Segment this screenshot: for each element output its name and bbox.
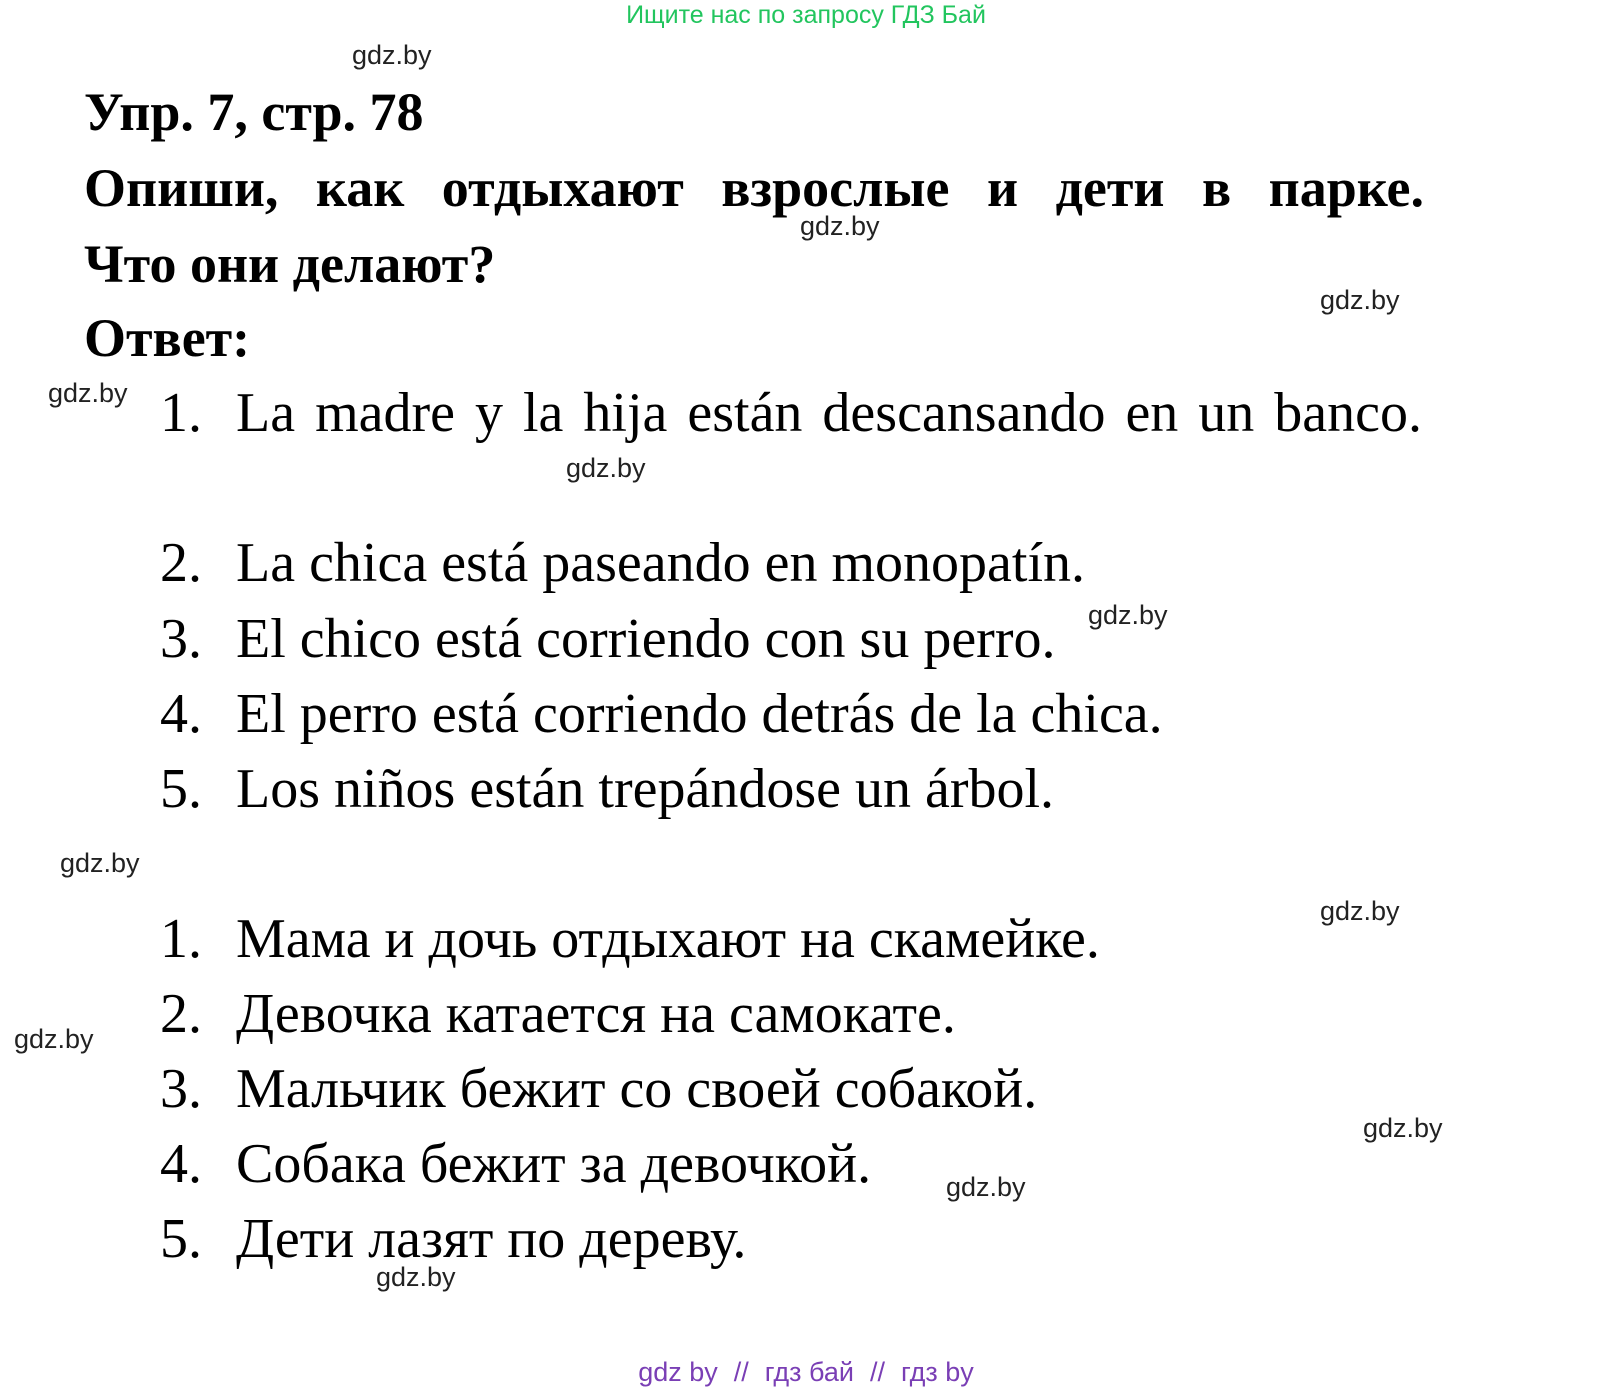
item-text: Собака бежит за девочкой. — [236, 1133, 872, 1195]
footer-separator: // — [733, 1357, 749, 1387]
item-text: La chica está paseando en monopatín. — [236, 532, 1085, 594]
item-number: 1. — [160, 382, 202, 444]
task-text-line2: Что они делают? — [84, 234, 496, 294]
item-number: 5. — [160, 758, 202, 820]
footer-watermark — [0, 1357, 1612, 1387]
item-text: Мальчик бежит со своей собакой. — [236, 1058, 1038, 1120]
item-number: 3. — [160, 608, 202, 670]
task-text-line1: Опиши, как отдыхают взрослые и дети в парке. — [84, 158, 1424, 218]
watermark: gdz.by — [1088, 600, 1168, 630]
watermark: gdz.by — [946, 1172, 1026, 1202]
item-number: 1. — [160, 908, 202, 970]
watermark: gdz.by — [60, 848, 140, 878]
item-text: La madre y la hija están descansando en un banco. — [236, 382, 1423, 444]
item-text: El chico está corriendo con su perro. — [236, 608, 1056, 670]
item-text: Девочка катается на самокате. — [236, 983, 956, 1045]
item-number: 3. — [160, 1058, 202, 1120]
footer-part: гдз бай — [764, 1357, 854, 1387]
item-text: El perro está corriendo detrás de la chica. — [236, 683, 1163, 745]
watermark: gdz.by — [1363, 1113, 1443, 1143]
answer-label: Ответ: — [84, 308, 251, 368]
watermark: gdz.by — [800, 211, 880, 241]
watermark: gdz.by — [48, 378, 128, 408]
item-number: 2. — [160, 532, 202, 594]
watermark: gdz.by — [566, 453, 646, 483]
footer-separator: // — [869, 1357, 885, 1387]
search-banner: Ищите нас по запросу ГДЗ Бай — [626, 1, 986, 29]
exercise-heading: Упр. 7, стр. 78 — [84, 82, 424, 142]
item-number: 4. — [160, 683, 202, 745]
watermark: gdz.by — [1320, 896, 1400, 926]
item-number: 4. — [160, 1133, 202, 1195]
footer-part: gdz by — [638, 1357, 718, 1387]
watermark: gdz.by — [352, 40, 432, 70]
footer-part: гдз by — [901, 1357, 974, 1387]
item-number: 2. — [160, 983, 202, 1045]
item-text: Дети лазят по дереву. — [236, 1208, 747, 1270]
watermark: gdz.by — [376, 1262, 456, 1292]
watermark: gdz.by — [14, 1024, 94, 1054]
item-text: Мама и дочь отдыхают на скамейке. — [236, 908, 1100, 970]
item-text: Los niños están trepándose un árbol. — [236, 758, 1055, 820]
item-number: 5. — [160, 1208, 202, 1270]
watermark: gdz.by — [1320, 285, 1400, 315]
